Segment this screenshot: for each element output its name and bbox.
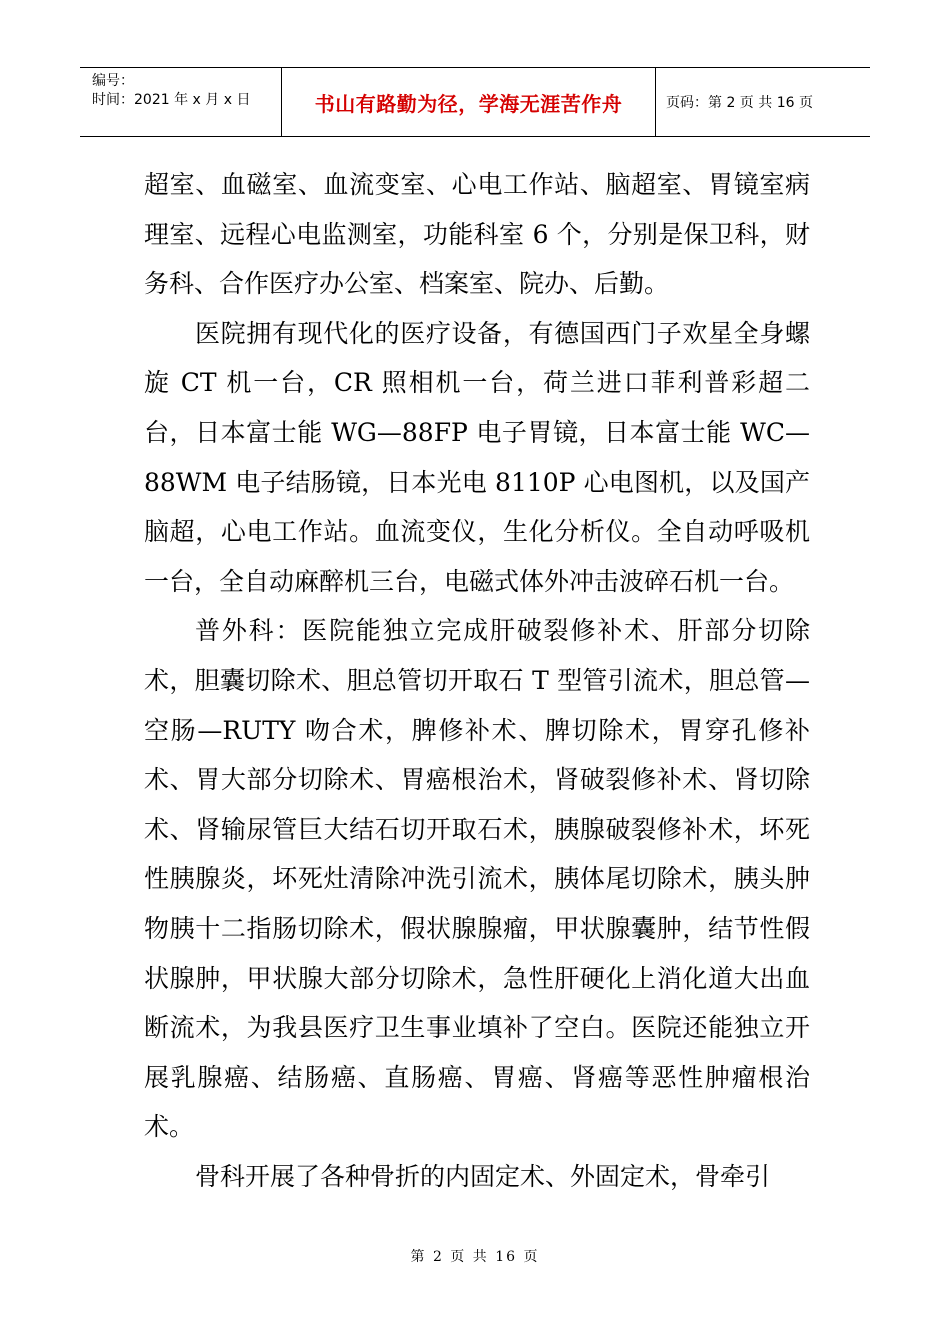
page-footer: 第 2 页 共 16 页 xyxy=(410,1249,540,1265)
document-header xyxy=(80,67,870,137)
paragraph-orthopedics: 骨科开展了各种骨折的内固定术、外固定术，骨牵引 xyxy=(195,1161,771,1191)
paragraph-general-surgery: 普外科：医院能独立完成肝破裂修补术、肝部分切除术，胆囊切除术、胆总管切开取石 T 型管引流术，胆总管—空肠—RUTY 吻合术，脾修补术、脾切除术，胃穿孔修补术、胃大部分切除术、胃癌根治术，肾破裂修补术、肾切除术、肾输尿管巨大结石切开取石术，胰腺破裂修补术，坏死性胰腺炎，坏死灶清除冲洗引流术，胰体尾切除术，胰头肿物胰十二指肠切除术，假状腺腺瘤，甲状腺囊肿，结节性假状腺肿，甲状腺大部分切除术，急性肝硬化上消化道大出血断流术，为我县医疗卫生事业填补了空白。医院还能独立开展乳腺癌、结肠癌、直肠癌、胃癌、肾癌等恶性肿瘤根治术。 xyxy=(144,616,810,1142)
document-date-label: 时间：2021 年 x 月 x 日 xyxy=(92,92,251,108)
header-meta xyxy=(80,68,282,136)
header-page-info: 页码：第 2 页 共 16 页 xyxy=(666,95,813,111)
paragraph-continuation: 超室、血磁室、血流变室、心电工作站、脑超室、胃镜室病理室、远程心电监测室，功能科室 6 个，分别是保卫科，财务科、合作医疗办公室、档案室、院办、后勤。 xyxy=(144,170,810,299)
document-number-label: 编号： xyxy=(92,73,134,89)
paragraph-equipment: 医院拥有现代化的医疗设备，有德国西门子欢星全身螺旋 CT 机一台，CR 照相机一台，荷兰进口菲利普彩超二台，日本富士能 WG—88FP 电子胃镜，日本富士能 WC—88WM 电子结肠镜，日本光电 8110P 心电图机，以及国产脑超，心电工作站。血流变仪，生化分析仪。全自动呼吸机一台，全自动麻醉机三台，电磁式体外冲击波碎石机一台。 xyxy=(144,318,810,596)
header-motto: 书山有路勤为径，学海无涯苦作舟 xyxy=(282,68,656,136)
document-body xyxy=(144,160,810,1201)
